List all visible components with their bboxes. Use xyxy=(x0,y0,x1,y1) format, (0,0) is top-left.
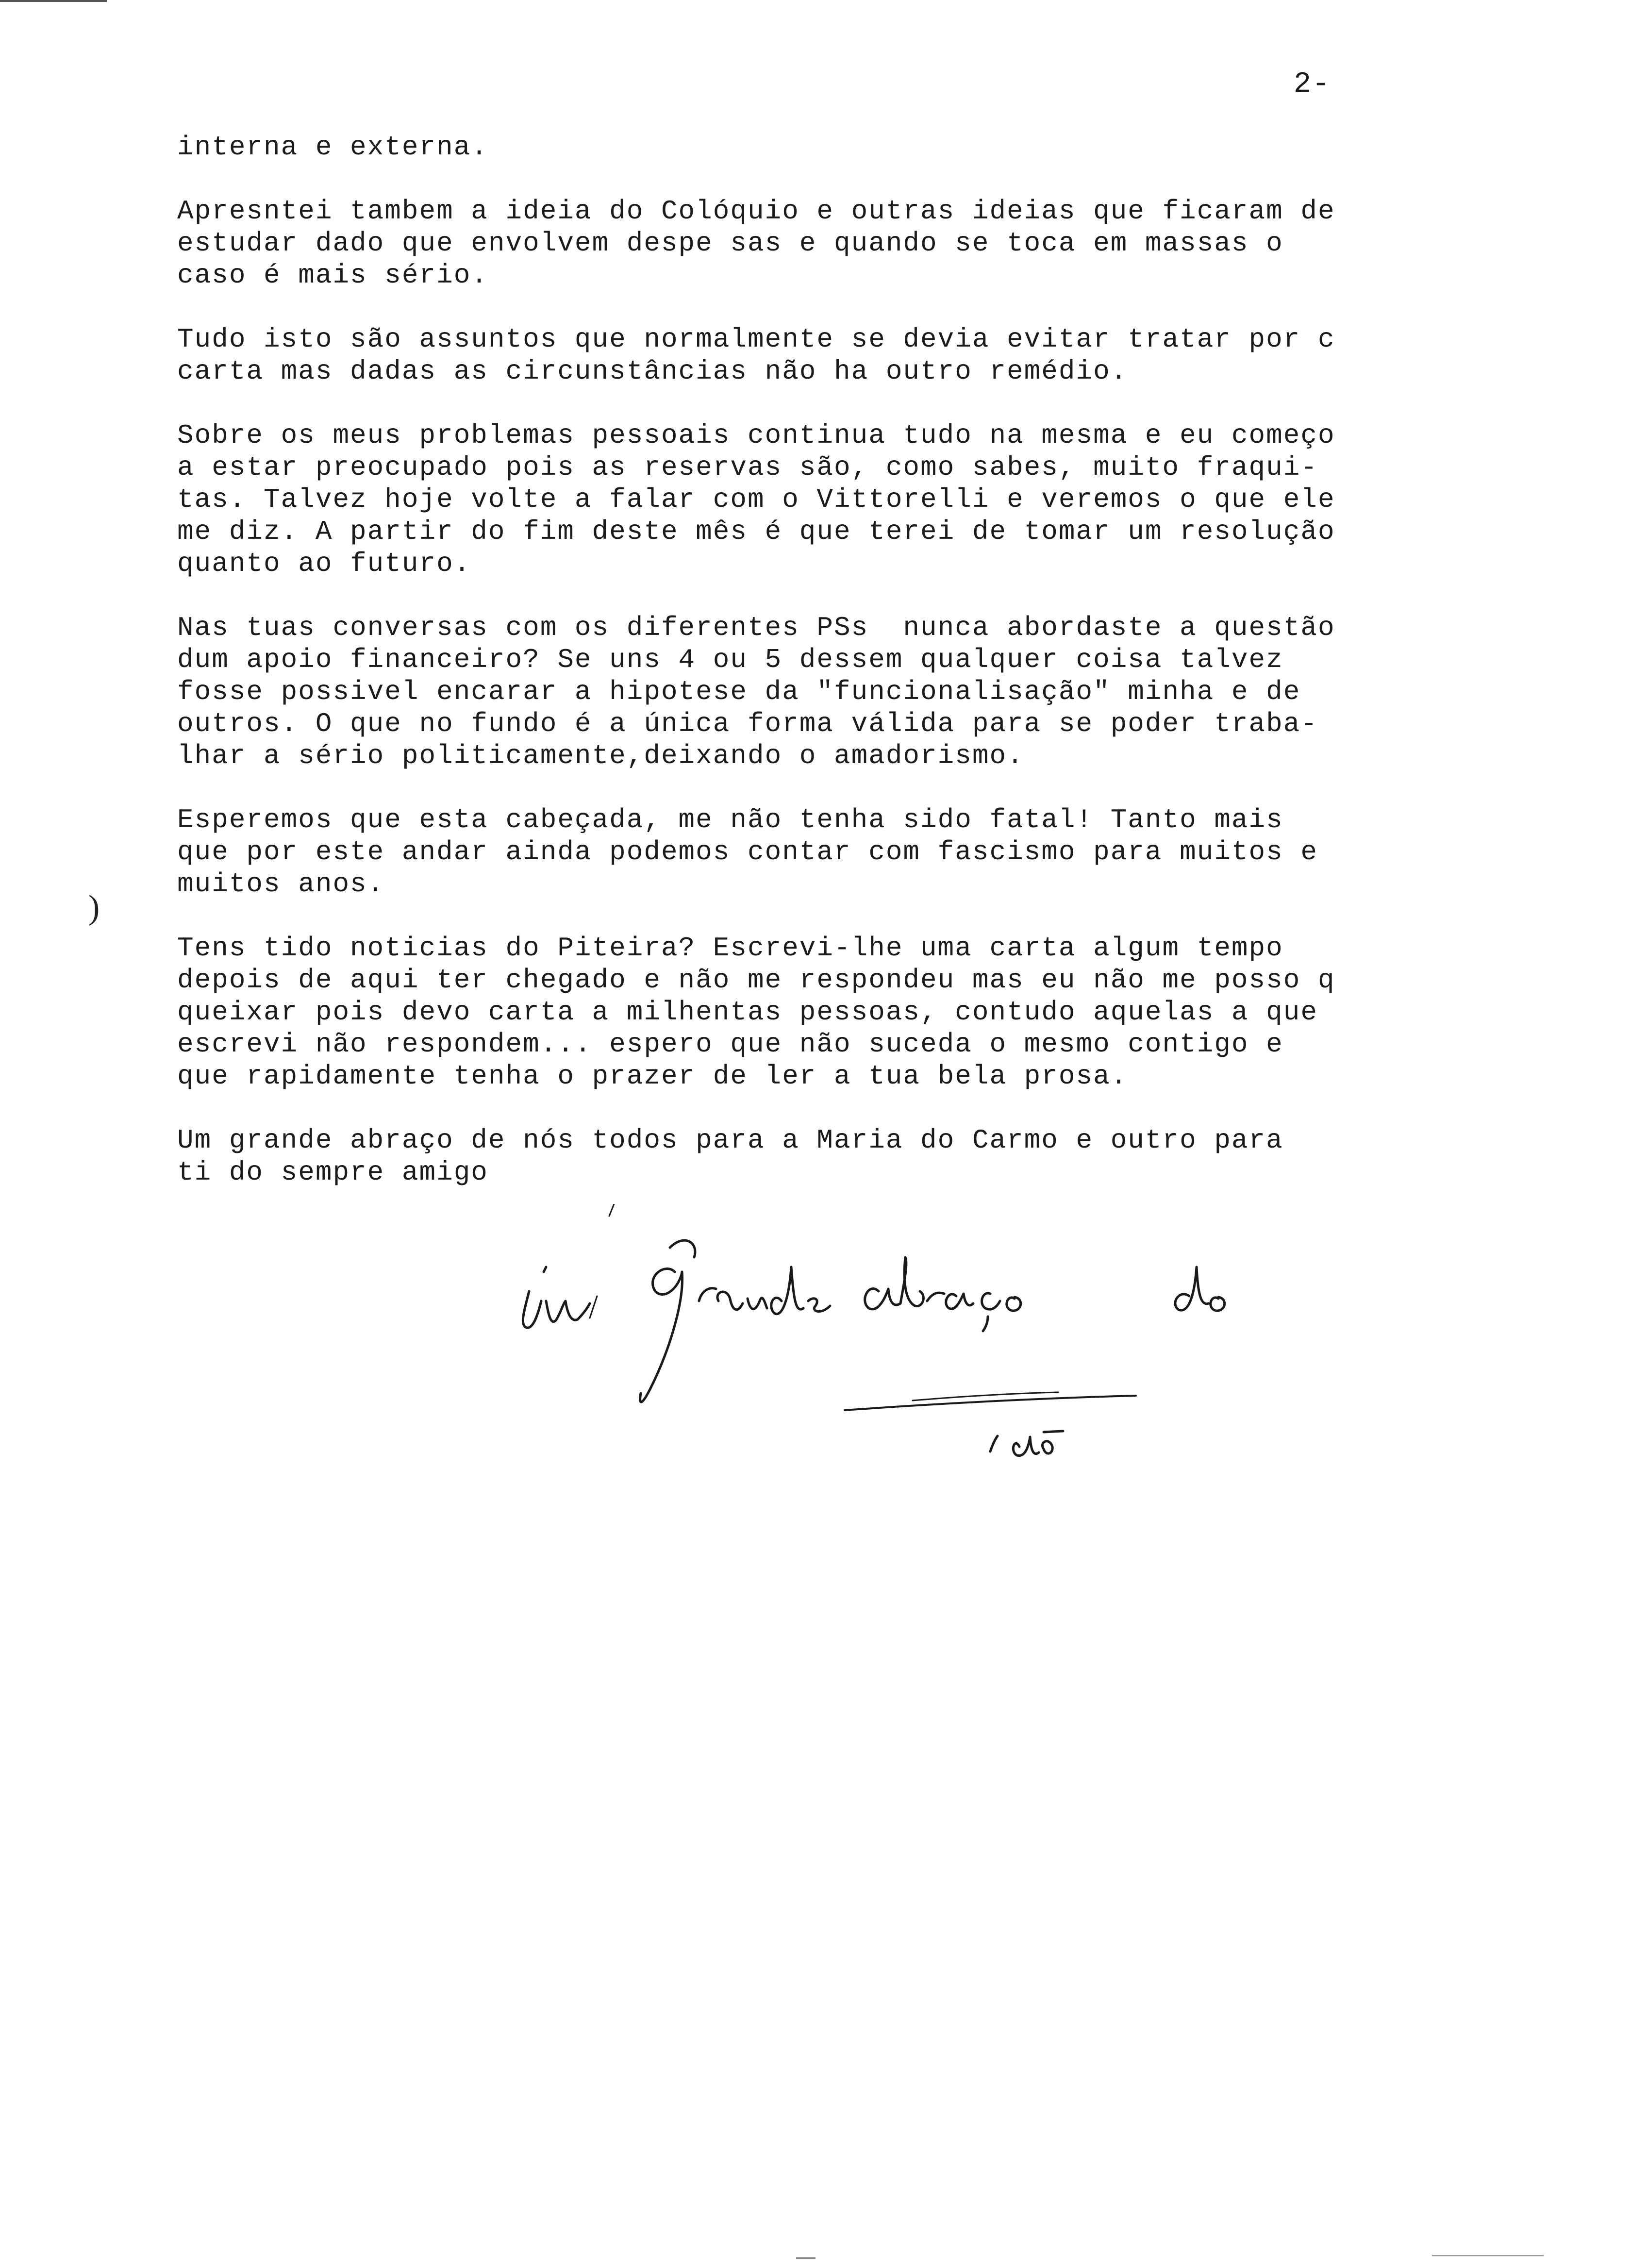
text-line: queixar pois devo carta a milhentas pessoas, contudo aquelas a que xyxy=(177,997,1318,1028)
paragraph xyxy=(177,1124,1488,1188)
text-line: ti do sempre amigo xyxy=(177,1157,488,1188)
paragraph xyxy=(177,131,1488,163)
text-line: dum apoio financeiro? Se uns 4 ou 5 dessem qualquer coisa talvez xyxy=(177,644,1283,675)
paragraph xyxy=(177,612,1488,772)
paragraph xyxy=(177,195,1488,291)
paragraph xyxy=(177,419,1488,580)
text-line: caso é mais sério. xyxy=(177,260,488,291)
text-line: lhar a sério politicamente,deixando o amadorismo. xyxy=(177,740,1024,771)
text-line: muitos anos. xyxy=(177,868,385,900)
handwritten-signature xyxy=(510,1204,1286,1476)
text-line: Sobre os meus problemas pessoais continua tudo na mesma e eu começo xyxy=(177,420,1335,451)
text-line: a estar preocupado pois as reservas são, como sabes, muito fraqui- xyxy=(177,452,1318,483)
text-line: Nas tuas conversas com os diferentes PSs nunca abordaste a questão xyxy=(177,612,1335,643)
text-line: outros. O que no fundo é a única forma válida para se poder traba- xyxy=(177,708,1318,739)
text-line: quanto ao futuro. xyxy=(177,548,471,579)
text-line: Tens tido noticias do Piteira? Escrevi-lhe uma carta algum tempo xyxy=(177,933,1283,964)
scan-dot-mark xyxy=(796,2257,816,2259)
text-line: Esperemos que esta cabeçada, me não tenha sido fatal! Tanto mais xyxy=(177,804,1283,835)
text-line: estudar dado que envolvem despe sas e quando se toca em massas o xyxy=(177,228,1283,259)
margin-mark: ) xyxy=(88,889,100,926)
page-number: 2- xyxy=(1294,68,1331,101)
text-line: que por este andar ainda podemos contar com fascismo para muitos e xyxy=(177,836,1318,867)
text-line: Um grande abraço de nós todos para a Maria do Carmo e outro para xyxy=(177,1125,1283,1156)
paragraph xyxy=(177,932,1488,1092)
letter-body xyxy=(177,131,1488,1220)
text-line: tas. Talvez hoje volte a falar com o Vittorelli e veremos o que ele xyxy=(177,484,1335,515)
text-line: escrevi não respondem... espero que não suceda o mesmo contigo e xyxy=(177,1029,1283,1060)
scan-edge-mark xyxy=(0,0,107,2)
text-line: me diz. A partir do fim deste mês é que terei de tomar um resolução xyxy=(177,516,1335,547)
paragraph xyxy=(177,323,1488,387)
paragraph xyxy=(177,804,1488,900)
text-line: depois de aqui ter chegado e não me respondeu mas eu não me posso q xyxy=(177,965,1335,996)
text-line: fosse possivel encarar a hipotese da "funcionalisação" minha e de xyxy=(177,676,1301,707)
text-line: carta mas dadas as circunstâncias não ha outro remédio. xyxy=(177,356,1128,387)
text-line: que rapidamente tenha o prazer de ler a tua bela prosa. xyxy=(177,1061,1128,1092)
text-line: interna e externa. xyxy=(177,132,488,163)
text-line: Tudo isto são assuntos que normalmente se devia evitar tratar por c xyxy=(177,324,1335,355)
scan-edge-mark-bottom xyxy=(1432,2255,1544,2256)
text-line: Apresntei tambem a ideia do Colóquio e outras ideias que ficaram de xyxy=(177,196,1335,227)
